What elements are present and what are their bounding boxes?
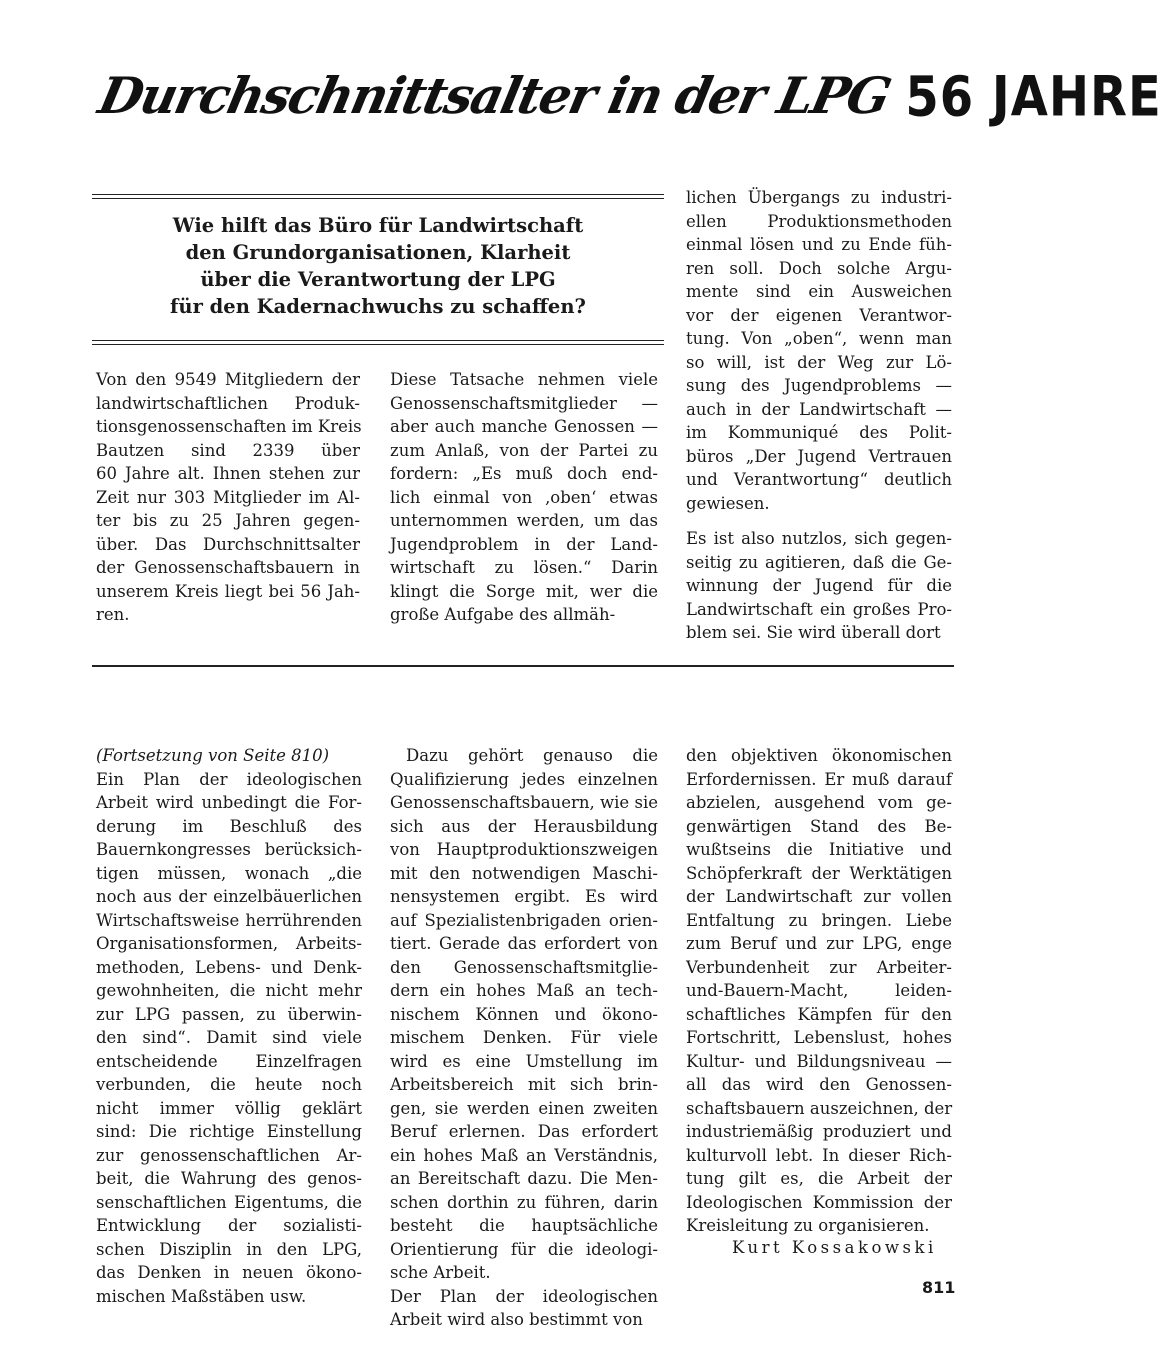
text-line: sche Arbeit.: [390, 1263, 491, 1282]
text-line: Bauernkongresses berücksich-: [96, 840, 362, 859]
text-line: gen, sie werden einen zweiten: [390, 1098, 658, 1118]
text-line: landwirtschaftlichen Produk-: [96, 393, 360, 413]
text-line: tung. Von „oben“, wenn man: [686, 329, 952, 348]
text-line: Fortschritt, Lebenslust, hohes: [686, 1028, 952, 1047]
text-line: verbunden, die heute noch: [96, 1075, 362, 1094]
text-line: sich aus der Herausbildung: [390, 816, 658, 836]
text-line: ein hohes Maß an Verständnis,: [390, 1145, 658, 1165]
text-line: Arbeit wird unbedingt die For-: [96, 793, 362, 812]
text-line: nensystemen ergibt. Es wird: [390, 887, 658, 906]
text-line: Schöpferkraft der Werktätigen: [686, 863, 952, 883]
article-headline: [93, 64, 1162, 146]
question-box: [100, 212, 656, 320]
text-line: schaftliches Kämpfen für den: [686, 1004, 952, 1024]
text-line: unserem Kreis liegt bei 56 Jah-: [96, 581, 360, 601]
bottom-column-3: [686, 744, 952, 1238]
text-line: der Landwirtschaft zur vollen: [686, 887, 952, 906]
text-line: Ideologischen Kommission der: [686, 1192, 952, 1212]
text-line: lich einmal von ‚oben‘ etwas: [390, 487, 658, 507]
text-line: Es ist also nutzlos, sich gegen-: [686, 529, 952, 548]
text-line: entscheidende Einzelfragen: [96, 1051, 362, 1071]
text-line: abzielen, ausgehend vom ge-: [686, 793, 952, 812]
bottom-column-2-paragraph-1: [390, 744, 658, 1285]
bottom-column-2-paragraph-2: [390, 1285, 658, 1332]
text-line: 60 Jahre alt. Ihnen stehen zur: [96, 464, 360, 483]
text-line: Ein Plan der ideologischen: [96, 769, 362, 789]
text-line: Genossenschaftsmitglieder —: [390, 393, 658, 413]
text-line: große Aufgabe des allmäh-: [390, 605, 616, 624]
bottom-column-1-body: [96, 768, 362, 1309]
text-line: und-Bauern-Macht, leiden-: [686, 981, 952, 1000]
headline-script-text: Durchschnittsalter in der LPG: [93, 66, 895, 125]
text-line: mischem Denken. Für viele: [390, 1028, 658, 1047]
text-line: industriemäßig produziert und: [686, 1122, 952, 1141]
text-line: winnung der Jugend für die: [686, 576, 952, 595]
text-line: Der Plan der ideologischen: [390, 1286, 658, 1306]
text-line: ren soll. Doch solche Argu-: [686, 258, 952, 278]
page-number: 811: [922, 1278, 956, 1297]
text-line: Beruf erlernen. Das erfordert: [390, 1122, 658, 1141]
paragraph-gap: [686, 515, 952, 527]
text-line: und Verantwortung“ deutlich: [686, 470, 952, 489]
text-line: mente sind ein Ausweichen: [686, 282, 952, 301]
text-line: mit den notwendigen Maschi-: [390, 863, 658, 883]
text-line: Arbeit wird also bestimmt von: [390, 1310, 643, 1329]
text-line: den Genossenschaftsmitglie-: [390, 957, 658, 977]
text-line: Von den 9549 Mitgliedern der: [96, 370, 360, 389]
text-line: fordern: „Es muß doch end-: [390, 464, 658, 483]
text-line: nischem Können und ökono-: [390, 1004, 658, 1024]
text-line: blem sei. Sie wird überall dort: [686, 623, 941, 642]
text-line: Kreisleitung zu organisieren.: [686, 1216, 930, 1235]
text-line: über. Das Durchschnittsalter: [96, 534, 360, 554]
text-line: so will, ist der Weg zur Lö-: [686, 352, 952, 372]
box-rule-bottom: [92, 344, 664, 345]
text-line: ren.: [96, 605, 130, 624]
text-line: zum Beruf und zur LPG, enge: [686, 934, 952, 953]
text-line: wußtseins die Initiative und: [686, 840, 952, 859]
text-line: unternommen werden, um das: [390, 511, 658, 530]
text-line: der Genossenschaftsbauern in: [96, 558, 360, 577]
text-line: Landwirtschaft ein großes Pro-: [686, 599, 952, 619]
text-line: tigen müssen, wonach „die: [96, 863, 362, 883]
text-line: schen Disziplin in den LPG,: [96, 1239, 362, 1259]
text-line: den objektiven ökonomischen: [686, 746, 952, 765]
text-line: zum Anlaß, von der Partei zu: [390, 440, 658, 460]
bottom-column-1: [96, 744, 362, 1308]
text-line: Diese Tatsache nehmen viele: [390, 370, 658, 389]
top-column-3-paragraph-2: [686, 527, 952, 645]
text-line: Kultur- und Bildungsniveau —: [686, 1051, 952, 1071]
author-signature: Kurt Kossakowski: [732, 1238, 937, 1257]
text-line: Genossenschaftsbauern, wie sie: [390, 793, 658, 812]
text-line: senschaftlichen Eigentums, die: [96, 1192, 362, 1212]
text-line: büros „Der Jugend Vertrauen: [686, 446, 952, 466]
question-line: den Grundorganisationen, Klarheit: [185, 241, 571, 264]
text-line: gewiesen.: [686, 493, 770, 513]
text-line: Erfordernissen. Er muß darauf: [686, 769, 952, 789]
question-line: für den Kadernachwuchs zu schaffen?: [170, 295, 586, 318]
text-line: schen dorthin zu führen, darin: [390, 1192, 658, 1212]
text-line: sung des Jugendproblems —: [686, 376, 952, 395]
text-line: Zeit nur 303 Mitglieder im Al-: [96, 487, 360, 507]
text-line: derung im Beschluß des: [96, 816, 362, 836]
text-line: sind: Die richtige Einstellung: [96, 1122, 362, 1141]
text-line: beit, die Wahrung des genos-: [96, 1169, 362, 1188]
text-line: genwärtigen Stand des Be-: [686, 816, 952, 836]
top-column-3: [686, 186, 952, 645]
text-line: schaftsbauern auszeichnen, der: [686, 1098, 953, 1118]
text-line: von Hauptproduktionszweigen: [390, 840, 658, 859]
text-line: Jugendproblem in der Land-: [390, 534, 658, 554]
text-line: nicht immer völlig geklärt: [96, 1098, 362, 1118]
text-line: seitig zu agitieren, daß die Ge-: [686, 552, 952, 572]
text-line: tionsgenossenschaften im Kreis: [96, 417, 362, 436]
text-line: mischen Maßstäben usw.: [96, 1286, 307, 1306]
text-line: kulturvoll lebt. In dieser Rich-: [686, 1145, 952, 1165]
text-line: den sind“. Damit sind viele: [96, 1028, 362, 1047]
continuation-note: (Fortsetzung von Seite 810): [96, 746, 330, 765]
bottom-column-2: [390, 744, 658, 1332]
top-column-2: [390, 368, 658, 627]
text-line: dern ein hohes Maß an tech-: [390, 981, 658, 1000]
text-line: Verbundenheit zur Arbeiter-: [686, 957, 952, 977]
text-line: noch aus der einzelbäuerlichen: [96, 887, 362, 906]
text-line: klingt die Sorge mit, wer die: [390, 581, 658, 601]
text-line: an Bereitschaft dazu. Die Men-: [390, 1169, 658, 1188]
text-line: tiert. Gerade das erfordert von: [390, 934, 658, 953]
text-line: Orientierung für die ideologi-: [390, 1239, 658, 1259]
text-line: auf Spezialistenbrigaden orien-: [390, 910, 658, 930]
question-line: über die Verantwortung der LPG: [200, 268, 556, 291]
text-line: vor der eigenen Verantwor-: [686, 305, 952, 325]
text-line: Organisationsformen, Arbeits-: [96, 934, 362, 953]
text-line: Arbeitsbereich mit sich brin-: [390, 1075, 658, 1094]
text-line: wirtschaft zu lösen.“ Darin: [390, 558, 658, 577]
text-line: Entwicklung der sozialisti-: [96, 1216, 362, 1235]
text-line: Wirtschaftsweise herrührenden: [96, 910, 362, 930]
top-column-1: [96, 368, 360, 627]
text-line: im Kommuniqué des Polit-: [686, 423, 952, 442]
text-line: zur LPG passen, zu überwin-: [96, 1004, 362, 1024]
box-rule-top: [92, 194, 664, 195]
text-line: auch in der Landwirtschaft —: [686, 399, 952, 419]
text-line: ellen Produktionsmethoden: [686, 211, 952, 231]
text-line: all das wird den Genossen-: [686, 1075, 952, 1094]
text-line: besteht die hauptsächliche: [390, 1216, 658, 1235]
text-line: lichen Übergangs zu industri-: [686, 188, 952, 207]
text-line: Entfaltung zu bringen. Liebe: [686, 910, 952, 930]
text-line: wird es eine Umstellung im: [390, 1051, 658, 1071]
text-line: aber auch manche Genossen —: [390, 417, 658, 436]
text-line: Qualifizierung jedes einzelnen: [390, 769, 658, 789]
text-line: Bautzen sind 2339 über: [96, 440, 360, 460]
text-line: das Denken in neuen ökono-: [96, 1263, 362, 1282]
box-rule-bottom-inner: [92, 340, 664, 341]
text-line: tung gilt es, die Arbeit der: [686, 1169, 952, 1188]
text-line: methoden, Lebens- und Denk-: [96, 957, 362, 977]
text-line: ter bis zu 25 Jahren gegen-: [96, 511, 360, 530]
text-line: gewohnheiten, die nicht mehr: [96, 981, 362, 1000]
box-rule-top-inner: [92, 198, 664, 199]
text-line: zur genossenschaftlichen Ar-: [96, 1145, 362, 1165]
headline-bold-text: 56 JAHRE: [905, 64, 1162, 130]
section-divider: [92, 665, 954, 667]
top-column-3-paragraph-1: [686, 186, 952, 515]
text-line: Dazu gehört genauso die: [406, 746, 658, 765]
bottom-column-3-body: [686, 744, 952, 1238]
question-line: Wie hilft das Büro für Landwirtschaft: [172, 214, 584, 237]
text-line: einmal lösen und zu Ende füh-: [686, 235, 952, 254]
